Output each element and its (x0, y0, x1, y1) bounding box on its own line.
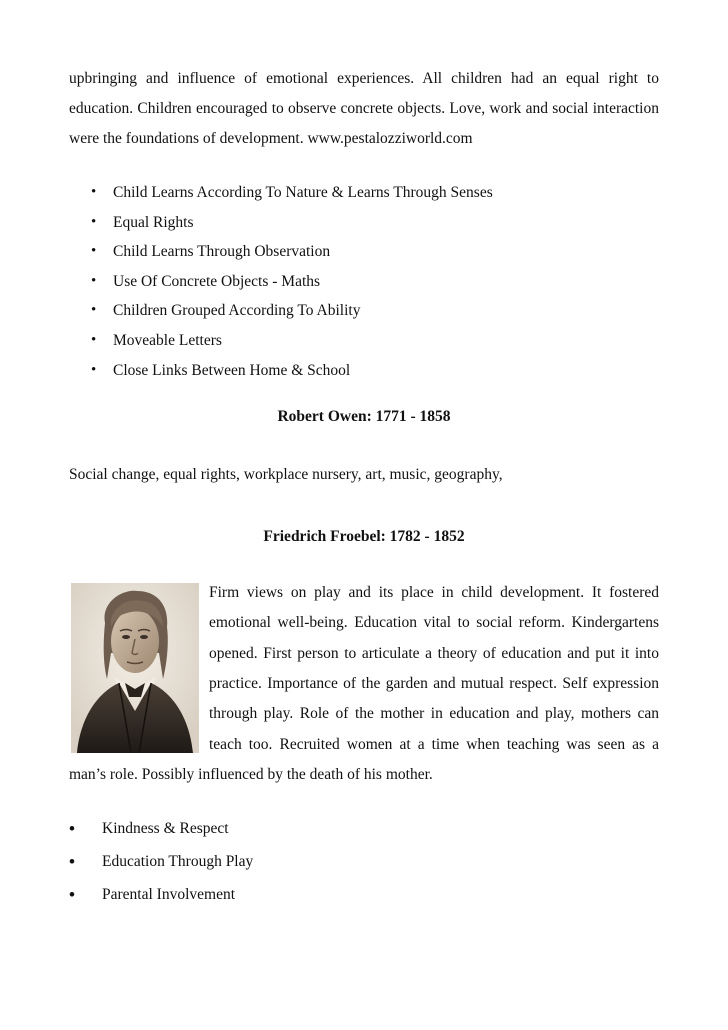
bullet-icon: • (91, 272, 97, 289)
list-item (69, 178, 659, 208)
bullet-icon: • (91, 331, 97, 348)
list-item (69, 326, 659, 356)
bullet-icon: • (69, 852, 75, 872)
bullet-icon: • (91, 361, 97, 378)
froebel-paragraph: Firm views on play and its place in child development. It fostered emotional well-being. Education vital to social reform. Kindergartens opened. First person to articulate a theory of education and put it into practice. Importance of the garden and mutual respect. Self expression through play. Role of the mother in education and play, mothers can teach too. Recruited women at a time when teaching was seen as a man’s role. Possibly influenced by the death of his mother. (69, 584, 659, 783)
froebel-bullet-list (69, 812, 659, 911)
list-item (69, 296, 659, 326)
bullet-icon: • (91, 243, 97, 260)
list-item (69, 878, 659, 911)
list-item (69, 237, 659, 267)
list-item (69, 812, 659, 845)
owen-paragraph: Social change, equal rights, workplace nursery, art, music, geography, (69, 466, 503, 484)
bullet-icon: • (69, 819, 75, 839)
froebel-section (69, 578, 659, 790)
pestalozzi-bullet-list (69, 178, 659, 385)
froebel-portrait-image (71, 583, 199, 753)
owen-heading: Robert Owen: 1771 - 1858 (277, 408, 451, 426)
bullet-icon: • (91, 302, 97, 319)
list-item-text: Kindness & Respect (102, 820, 229, 838)
list-item-text: Use Of Concrete Objects - Maths (113, 272, 321, 290)
list-item-text: Close Links Between Home & School (113, 361, 351, 379)
list-item (69, 356, 659, 386)
document-page (69, 64, 659, 911)
bullet-icon: • (91, 213, 97, 230)
list-item-text: Moveable Letters (113, 331, 222, 349)
bullet-icon: • (91, 184, 97, 200)
list-item-text: Parental Involvement (102, 886, 235, 904)
list-item-text: Education Through Play (102, 853, 254, 871)
list-item (69, 845, 659, 878)
list-item (69, 208, 659, 238)
list-item-text: Children Grouped According To Ability (113, 302, 361, 320)
list-item (69, 267, 659, 297)
list-item-text: Child Learns According To Nature & Learns Through Senses (113, 184, 493, 201)
bullet-icon: • (69, 885, 75, 905)
intro-paragraph: upbringing and influence of emotional experiences. All children had an equal right to education. Children encouraged to observe concrete objects. Love, work and social interaction were the foundations of development. www.pestalozziworld.com (69, 70, 659, 147)
list-item-text: Child Learns Through Observation (113, 243, 331, 261)
list-item-text: Equal Rights (113, 213, 194, 231)
froebel-heading: Friedrich Froebel: 1782 - 1852 (263, 528, 465, 546)
